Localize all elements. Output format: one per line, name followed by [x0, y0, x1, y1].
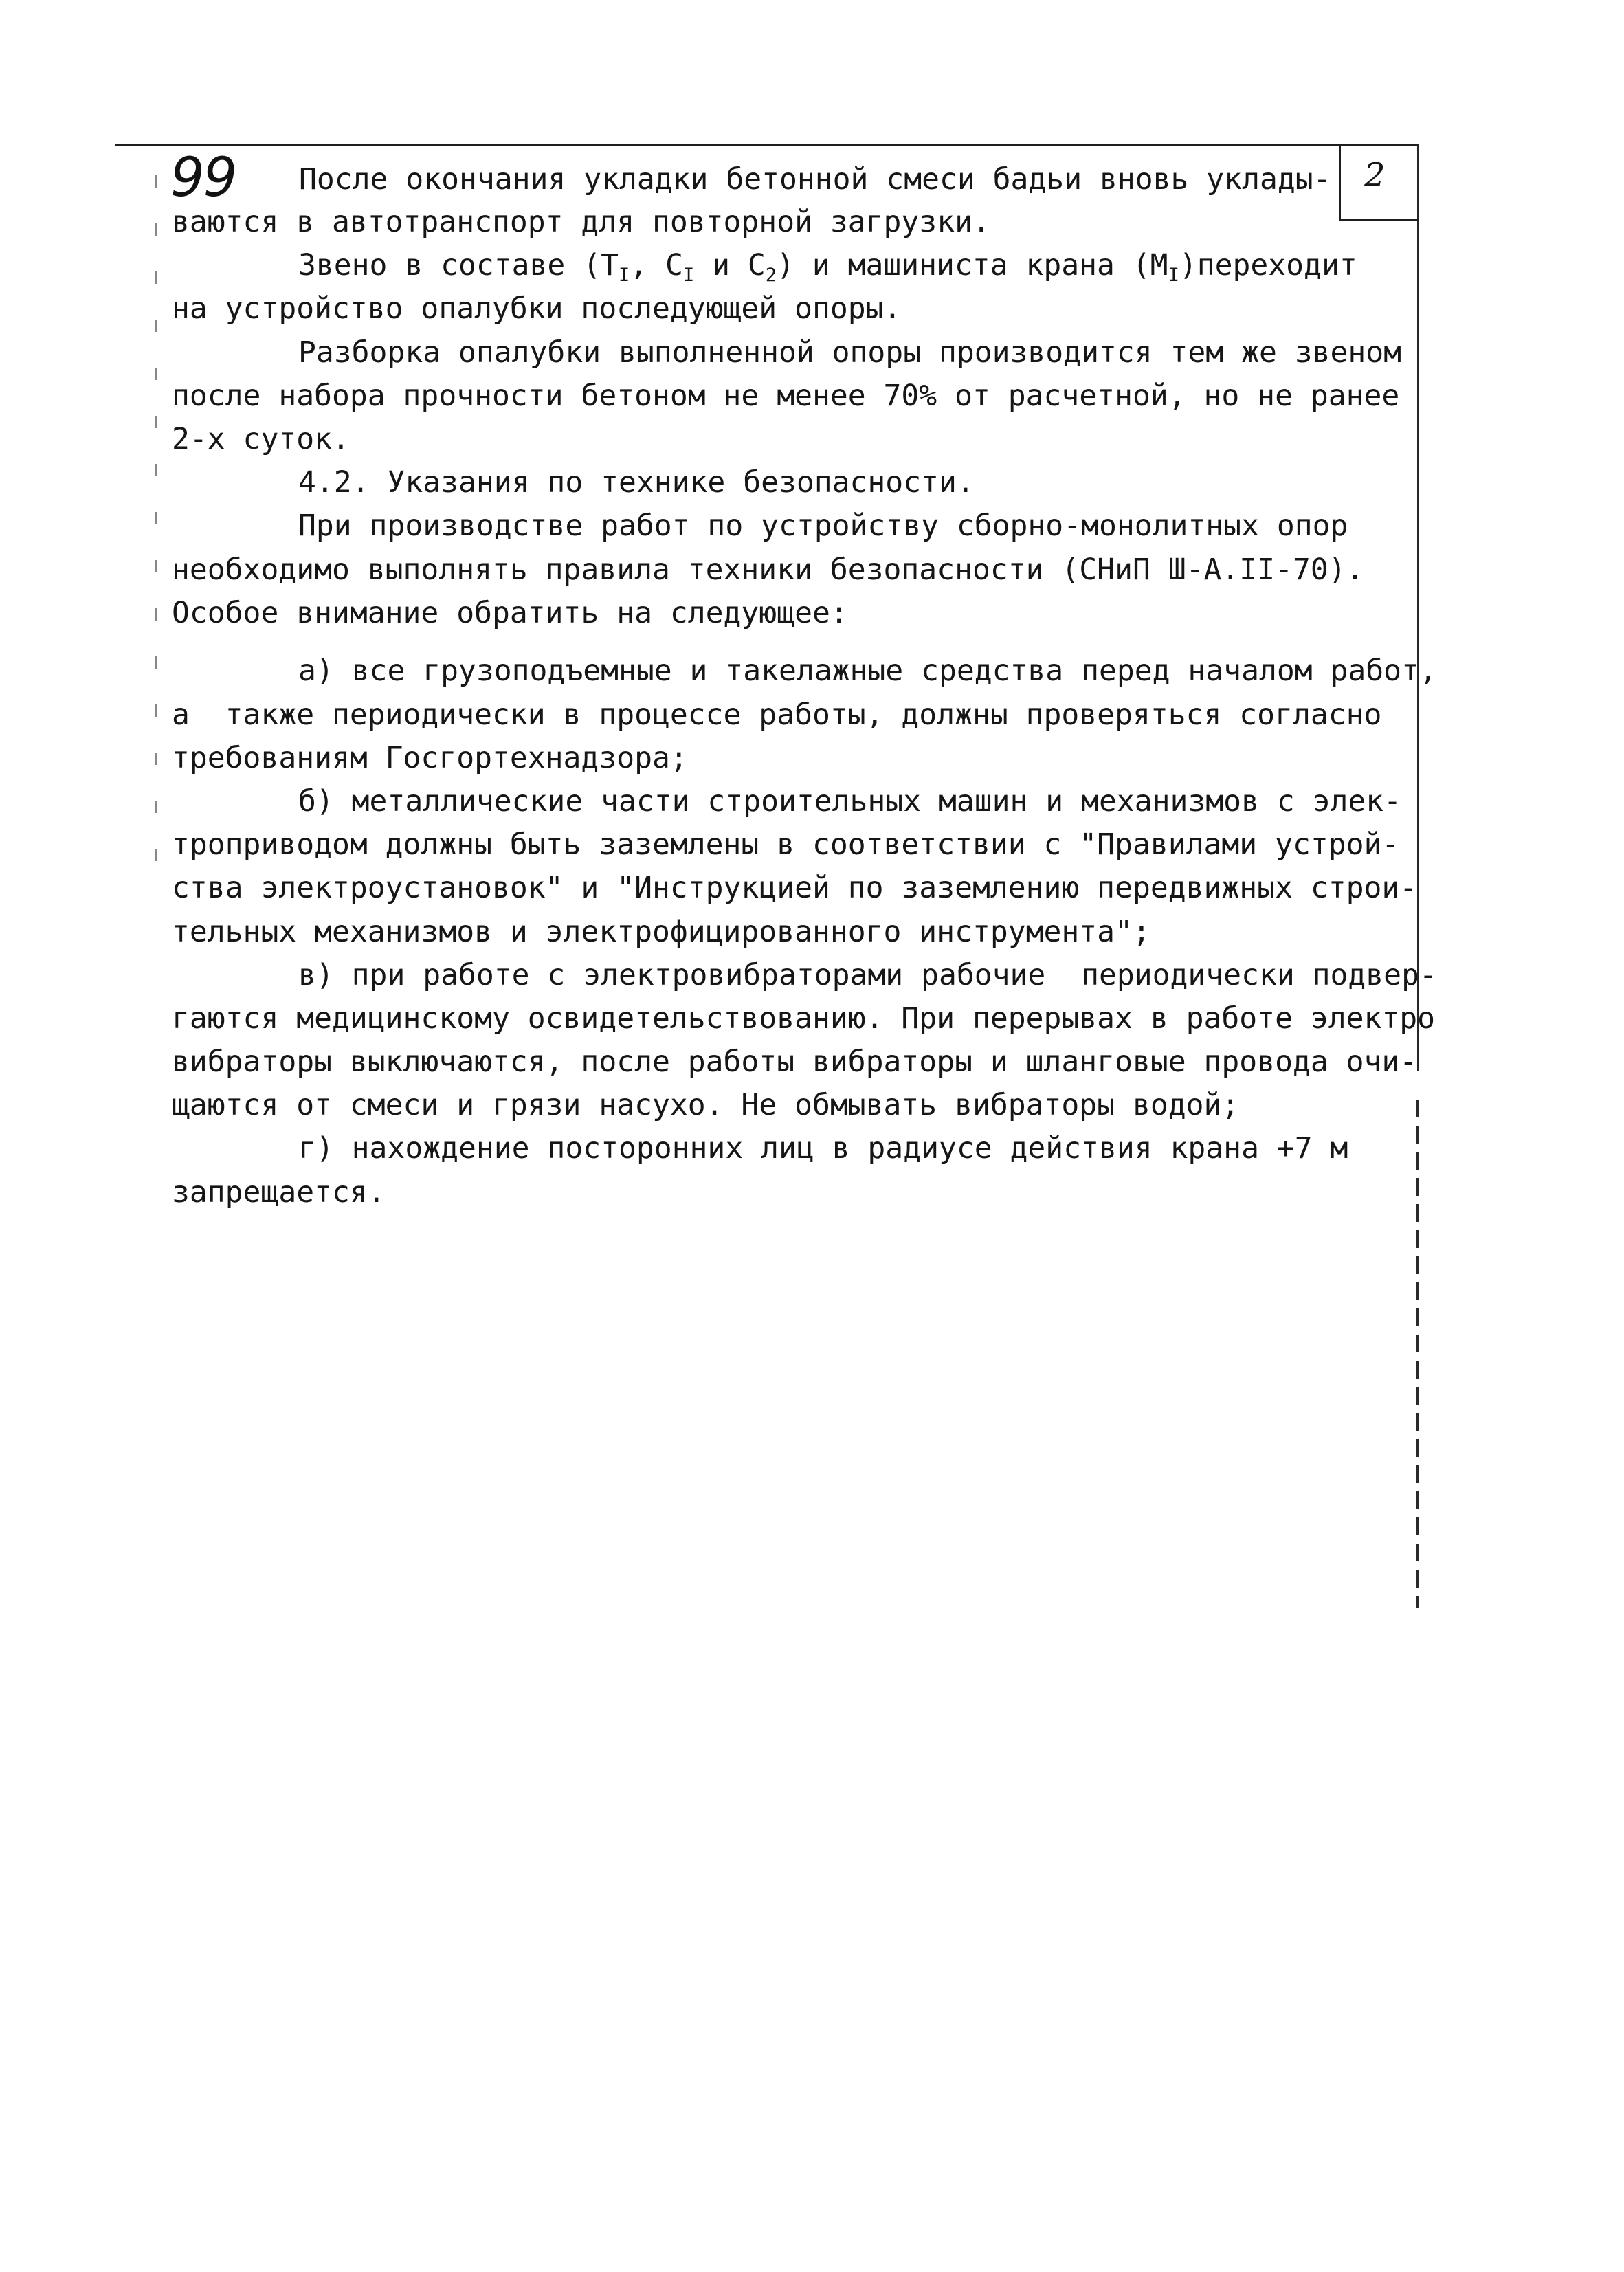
- section-heading: 4.2. Указания по технике безопасности.: [298, 465, 975, 500]
- text-line: ваются в автотранспорт для повторной загрузки.: [172, 205, 990, 239]
- left-margin-marks: [155, 175, 157, 869]
- handwritten-document-number: 99: [170, 147, 236, 209]
- text-line: а также периодически в процессе работы, должны проверяться согласно: [172, 698, 1382, 732]
- text-line: троприводом должны быть заземлены в соответствии с "Правилами устрой-: [172, 827, 1400, 862]
- frame-right-rule: [1417, 144, 1419, 1071]
- text-line: необходимо выполнять правила техники безопасности (СНиП Ш-А.II-70).: [172, 553, 1364, 587]
- text-line: щаются от смеси и грязи насухо. Не обмывать вибраторы водой;: [172, 1088, 1240, 1122]
- text-line: г) нахождение посторонних лиц в радиусе действия крана +7 м: [298, 1131, 1348, 1166]
- text-line: после набора прочности бетоном не менее 70% от расчетной, но не ранее: [172, 379, 1400, 413]
- text-line: тельных механизмов и электрофицированного инструмента";: [172, 915, 1150, 949]
- text-line: требованиям Госгортехнадзора;: [172, 741, 688, 775]
- text-line: в) при работе с электровибраторами рабочие периодически подвер-: [298, 958, 1437, 992]
- text-line: Особое внимание обратить на следующее:: [172, 596, 848, 630]
- frame-right-rule-lower: [1416, 1100, 1419, 1608]
- text-line: Звено в составе ($Т_I$, $С_I$ и $С_2$) и машиниста крана $(М_I)переходит$: [298, 248, 1357, 286]
- frame-top-rule: [115, 144, 1418, 146]
- text-line: 2-х суток.: [172, 422, 350, 456]
- page-number: 2: [1364, 156, 1386, 194]
- text-line: ства электроустановок" и "Инструкцией по заземлению передвижных строи-: [172, 871, 1418, 905]
- text-line: Разборка опалубки выполненной опоры производится тем же звеном: [298, 335, 1402, 370]
- text-line: гаются медицинскому освидетельствованию. При перерывах в работе электро: [172, 1001, 1436, 1036]
- text-line: После окончания укладки бетонной смеси бадьи вновь уклады-: [299, 162, 1331, 197]
- text-line: запрещается.: [172, 1175, 386, 1210]
- page-number-box: [1339, 146, 1419, 221]
- text-line: При производстве работ по устройству сборно-монолитных опор: [298, 509, 1348, 543]
- text-line: на устройство опалубки последующей опоры.: [172, 291, 902, 326]
- text-line: а) все грузоподъемные и такелажные средства перед началом работ,: [298, 654, 1437, 688]
- text-line: б) металлические части строительных машин и механизмов с элек-: [298, 784, 1402, 818]
- text-line: вибраторы выключаются, после работы вибраторы и шланговые провода очи-: [172, 1045, 1418, 1079]
